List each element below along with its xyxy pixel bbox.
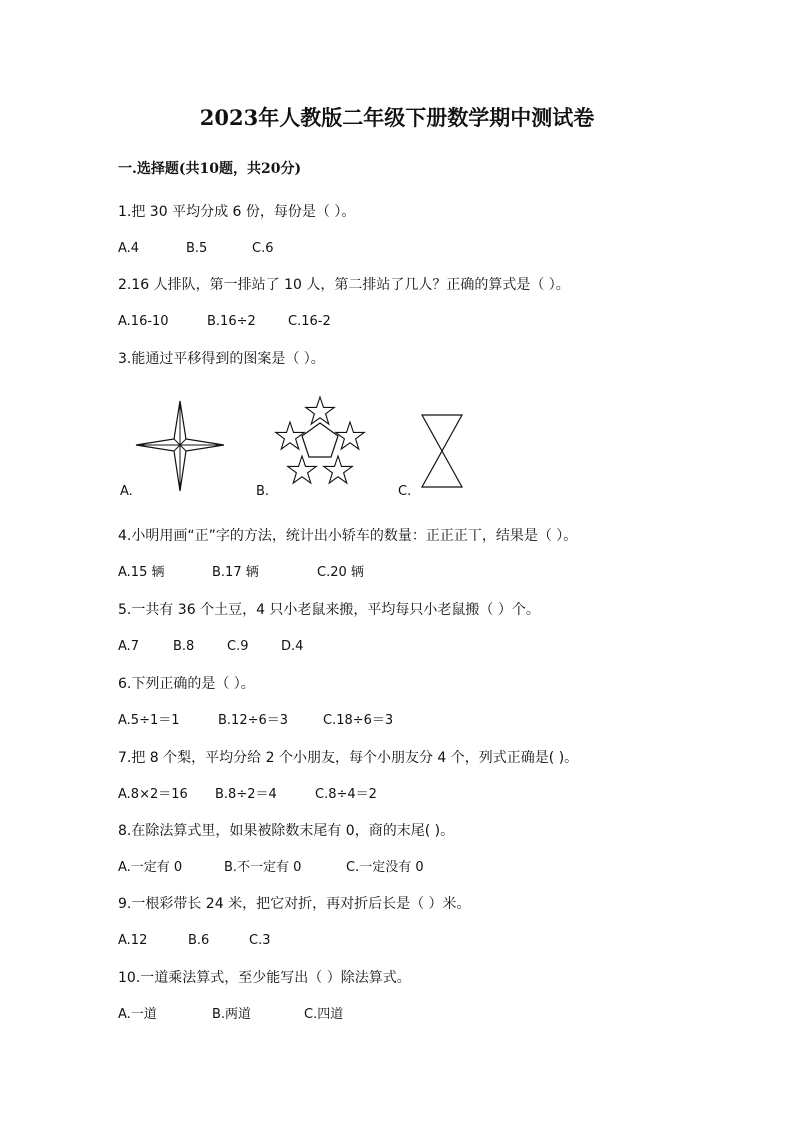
q7-option-b[interactable]: B.8÷2＝4 — [215, 787, 277, 802]
q10-option-b[interactable]: B.两道 — [212, 1007, 252, 1022]
q7-option-c[interactable]: C.8÷4＝2 — [315, 787, 377, 802]
q6-option-a[interactable]: A.5÷1＝1 — [118, 713, 180, 728]
q9-option-c[interactable]: C.3 — [249, 933, 271, 948]
q4-option-b[interactable]: B.17 辆 — [212, 565, 259, 580]
question-1-text: 1.把 30 平均分成 6 份，每份是（ ）。 — [118, 204, 356, 220]
q2-option-a[interactable]: A.16-10 — [118, 314, 169, 329]
q1-option-b[interactable]: B.5 — [186, 241, 208, 256]
hourglass-triangles-icon — [420, 413, 464, 489]
question-8-text: 8.在除法算式里，如果被除数末尾有 0，商的末尾( )。 — [118, 823, 455, 839]
question-2-text: 2.16 人排队，第一排站了 10 人，第二排站了几人？正确的算式是（ ）。 — [118, 277, 570, 293]
q6-option-b[interactable]: B.12÷6＝3 — [218, 713, 289, 728]
question-4-text: 4.小明用画“正”字的方法，统计出小轿车的数量：正正正丅，结果是（ ）。 — [118, 528, 578, 544]
q8-option-b[interactable]: B.不一定有 0 — [224, 860, 302, 875]
q1-option-a[interactable]: A.4 — [118, 241, 140, 256]
q2-option-c[interactable]: C.16-2 — [288, 314, 331, 329]
q4-option-a[interactable]: A.15 辆 — [118, 565, 165, 580]
q7-option-a[interactable]: A.8×2＝16 — [118, 787, 188, 802]
q4-option-c[interactable]: C.20 辆 — [317, 565, 364, 580]
q5-option-b[interactable]: B.8 — [173, 639, 195, 654]
q5-option-c[interactable]: C.9 — [227, 639, 249, 654]
question-6-text: 6.下列正确的是（ ）。 — [118, 676, 255, 692]
q3-option-b[interactable]: B. — [256, 484, 270, 499]
q9-option-b[interactable]: B.6 — [188, 933, 210, 948]
question-10-text: 10.一道乘法算式，至少能写出（ ）除法算式。 — [118, 970, 411, 986]
page-title: 2023年人教版二年级下册数学期中测试卷 — [199, 105, 595, 130]
q5-option-d[interactable]: D.4 — [281, 639, 304, 654]
q6-option-c[interactable]: C.18÷6＝3 — [323, 713, 394, 728]
question-7-text: 7.把 8 个梨，平均分给 2 个小朋友，每个小朋友分 4 个，列式正确是( )。 — [118, 750, 579, 766]
q10-option-a[interactable]: A.一道 — [118, 1007, 157, 1022]
q10-option-c[interactable]: C.四道 — [304, 1007, 344, 1022]
question-9-text: 9.一根彩带长 24 米，把它对折，再对折后长是（ ）米。 — [118, 896, 471, 912]
q8-option-c[interactable]: C.一定没有 0 — [346, 860, 424, 875]
q3-option-a[interactable]: A. — [120, 484, 133, 499]
q9-option-a[interactable]: A.12 — [118, 933, 148, 948]
q8-option-a[interactable]: A.一定有 0 — [118, 860, 183, 875]
five-stars-around-pentagon-icon — [272, 395, 368, 491]
q3-option-c[interactable]: C. — [398, 484, 412, 499]
section-heading: 一.选择题(共10题，共20分) — [118, 161, 302, 177]
q1-option-c[interactable]: C.6 — [252, 241, 274, 256]
four-point-star-icon — [134, 399, 226, 491]
question-5-text: 5.一共有 36 个土豆，4 只小老鼠来搬，平均每只小老鼠搬（ ）个。 — [118, 602, 540, 618]
q5-option-a[interactable]: A.7 — [118, 639, 140, 654]
q2-option-b[interactable]: B.16÷2 — [207, 314, 256, 329]
question-3-text: 3.能通过平移得到的图案是（ ）。 — [118, 351, 325, 367]
question-3-figures — [118, 395, 498, 505]
